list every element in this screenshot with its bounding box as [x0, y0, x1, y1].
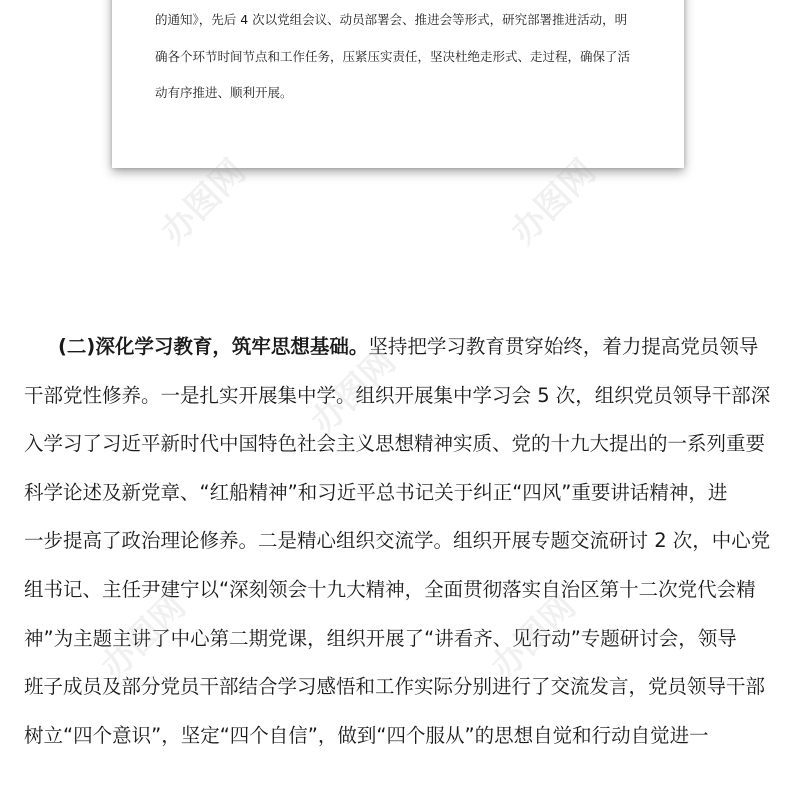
paragraph-first-line: [24, 323, 780, 372]
paragraph-line-2: 干部党性修养。一是扎实开展集中学。组织开展集中学习会 5 次，组织党员领导干部深: [24, 383, 771, 407]
card-paragraph: [155, 2, 660, 112]
card-line-3: 动有序推进、顺利开展。: [155, 85, 293, 100]
paragraph-line-7: 神”为主题主讲了中心第二期党课，组织开展了“讲看齐、见行动”专题研讨会，领导: [24, 626, 737, 650]
section-heading: (二)深化学习教育，筑牢思想基础。: [58, 335, 369, 358]
paragraph-line-4: 科学论述及新党章、“红船精神”和习近平总书记关于纠正“四风”重要讲话精神，进: [24, 480, 728, 504]
watermark: 办图网: [483, 586, 584, 688]
paragraph-line-5: 一步提高了政治理论修养。二是精心组织交流学。组织开展专题交流研讨 2 次，中心党: [24, 529, 771, 553]
main-paragraph: [24, 323, 780, 760]
card-line-1: 的通知》，先后 4 次以党组会议、动员部署会、推进会等形式，研究部署推进活动，明: [155, 12, 628, 27]
paragraph-line-3: 入学习了习近平新时代中国特色社会主义思想精神实质、党的十九大提出的一系列重要: [24, 432, 766, 456]
paragraph-line-8: 班子成员及部分党员干部结合学习感悟和工作实际分别进行了交流发言，党员领导干部: [24, 675, 766, 699]
first-line-text: 坚持把学习教育贯穿始终，着力提高党员领导: [368, 335, 759, 358]
watermark: 办图网: [503, 151, 604, 253]
card-line-2: 确各个环节时间节点和工作任务，压紧压实责任，坚决杜绝走形式、走过程，确保了活: [155, 48, 631, 64]
watermark: 办图网: [153, 151, 254, 253]
paragraph-line-6: 组书记、主任尹建宁以“深刻领会十九大精神，全面贯彻落实自治区第十二次党代会精: [24, 577, 756, 601]
paragraph-line-9: 树立“四个意识”，坚定“四个自信”，做到“四个服从”的思想自觉和行动自觉进一: [24, 723, 709, 747]
quoted-text-card: [112, 0, 684, 168]
watermark: 办图网: [93, 586, 194, 688]
watermark: 办图网: [303, 341, 404, 443]
